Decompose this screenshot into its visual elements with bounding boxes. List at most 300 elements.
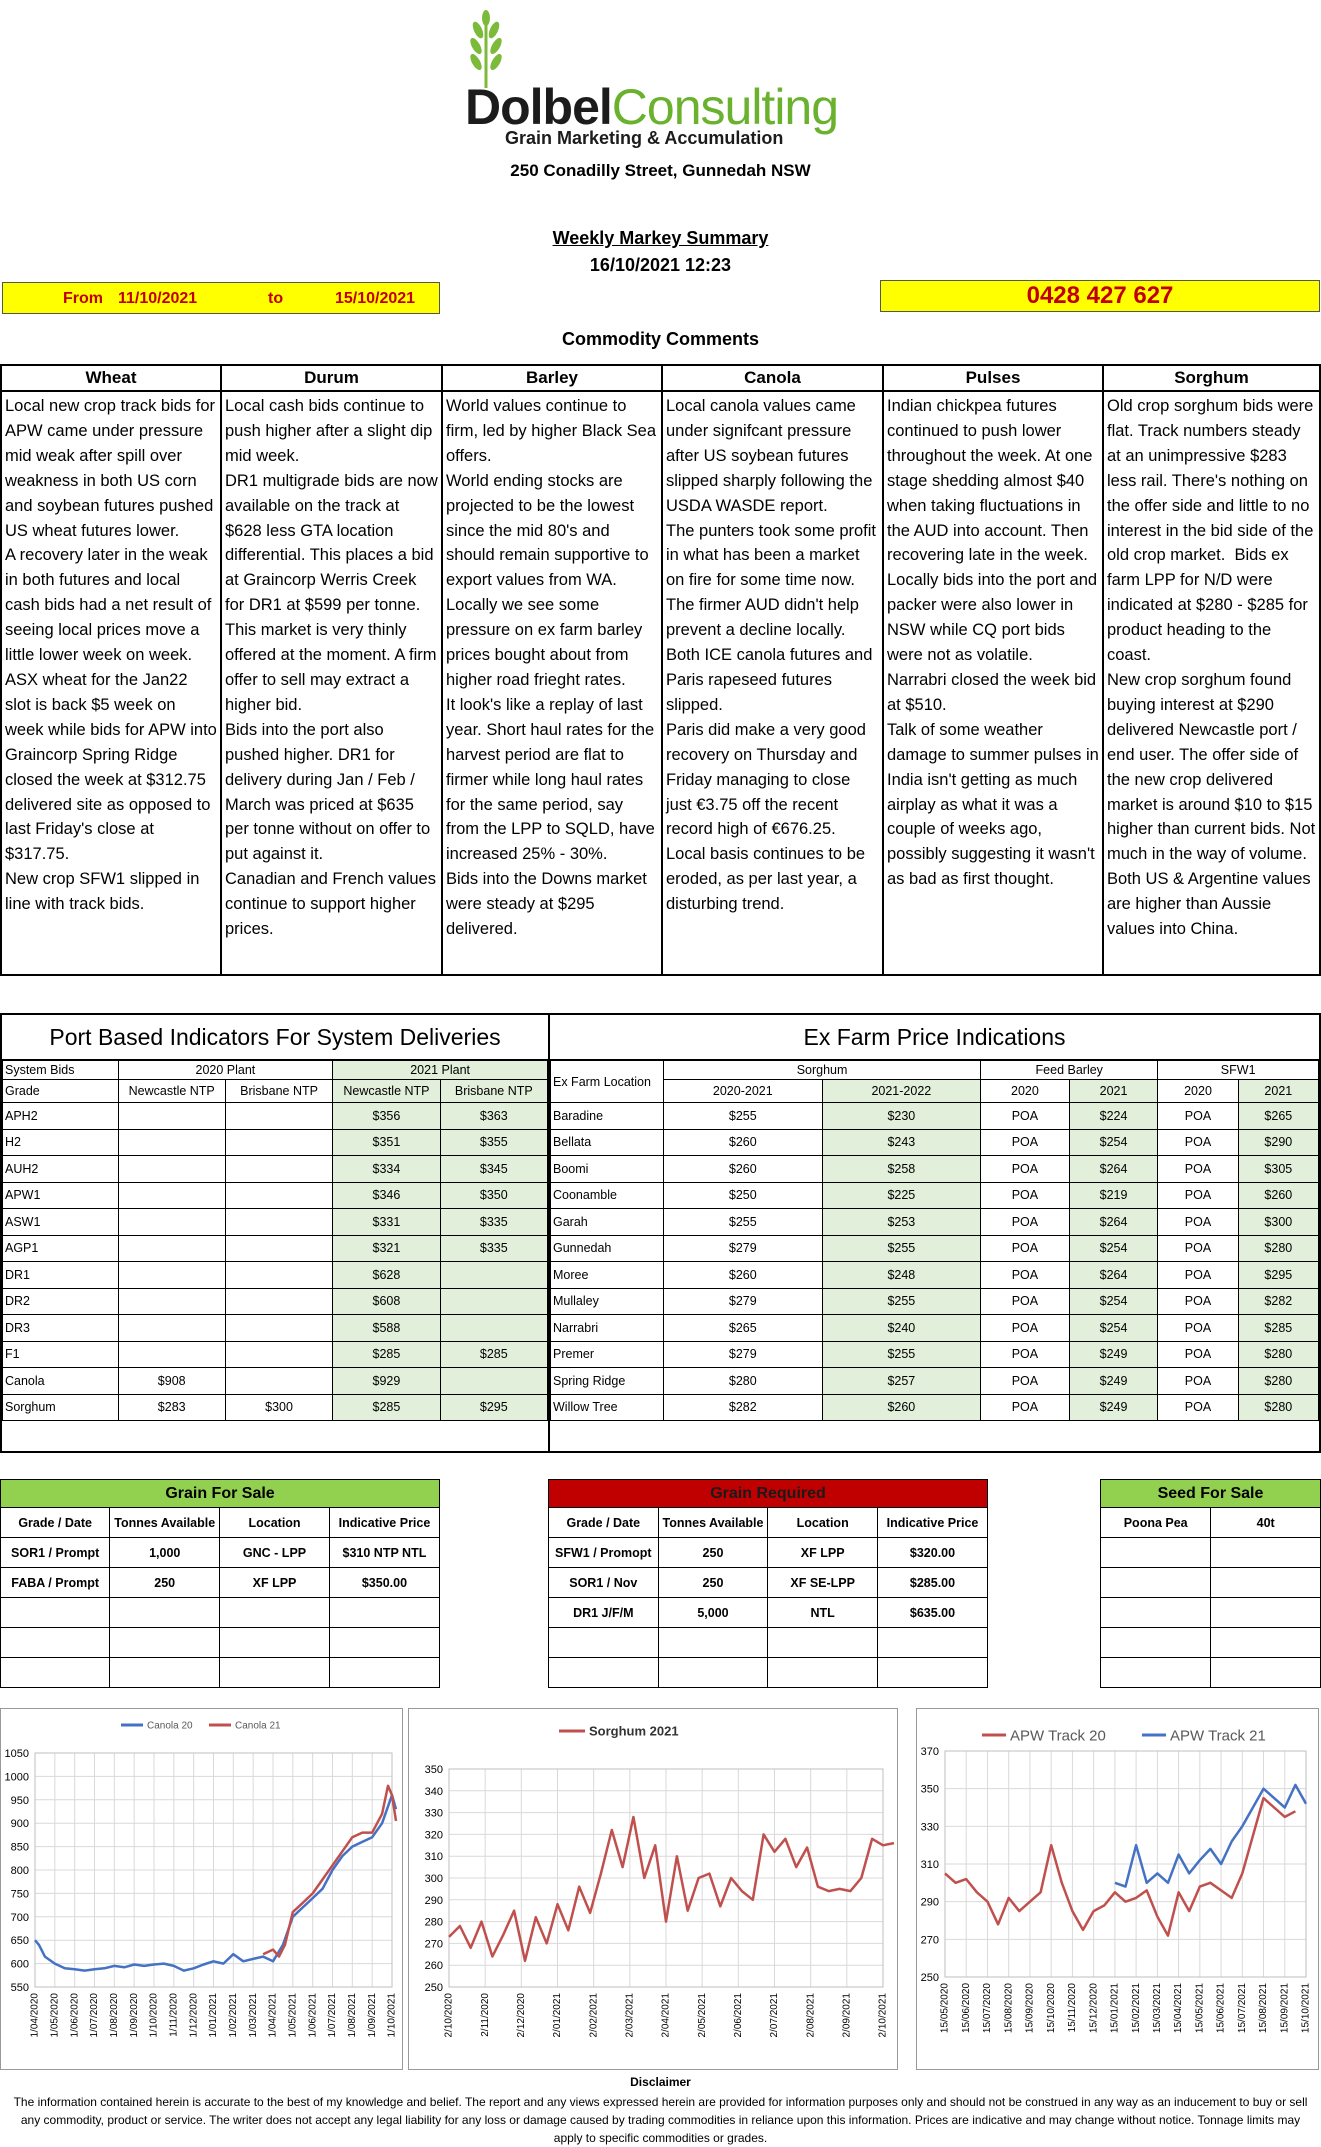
table-cell: $295 [1238, 1262, 1318, 1289]
table-cell: $285.00 [878, 1568, 988, 1598]
y-tick-label: 850 [10, 1841, 29, 1854]
x-tick-label: 2/04/2021 [660, 1993, 672, 2038]
table-cell [1211, 1628, 1321, 1658]
table-row [1101, 1598, 1321, 1628]
table-cell: $255 [822, 1235, 981, 1262]
table-cell: $257 [822, 1368, 981, 1395]
table-cell [1211, 1538, 1321, 1568]
table-cell [549, 1628, 659, 1658]
table-cell: $908 [118, 1368, 225, 1395]
table-cell: $255 [664, 1209, 823, 1236]
table-cell [225, 1341, 332, 1368]
exfarm-indicators-table [550, 1060, 1319, 1421]
table-cell [1, 1598, 110, 1628]
x-tick-label: 1/08/2020 [108, 1993, 120, 2038]
table-cell [225, 1209, 332, 1236]
disclaimer-text: The information contained herein is accurate to the best of my knowledge and belief. The report and any views expressed herein are provided for information purposes only and should not be construed in any way as an inducement to buy or sell any commodity, product or service. The writer does not accept any legal liability for any loss or damage caused by trading commodities in reliance upon this information. Prices are indicative and may change without notice. Tonnage limits may apply to specific commodities or grades. [13, 2095, 1308, 2145]
x-tick-label: 1/09/2020 [128, 1993, 140, 2038]
table-row [1101, 1658, 1321, 1688]
x-tick-label: 1/07/2021 [327, 1993, 339, 2038]
table-cell: POA [981, 1235, 1070, 1262]
grain-required-table [548, 1507, 988, 1688]
table-row [1101, 1628, 1321, 1658]
y-tick-label: 310 [424, 1851, 443, 1864]
table-row [551, 1262, 1319, 1289]
column-header: Tonnes Available [658, 1508, 768, 1538]
x-tick-label: 15/04/2021 [1173, 1983, 1185, 2034]
table-cell: POA [981, 1288, 1070, 1315]
table-cell: $265 [1238, 1103, 1318, 1130]
table-cell [118, 1341, 225, 1368]
seed-for-sale [1100, 1479, 1321, 1688]
table-cell: $295 [440, 1394, 547, 1421]
apw-chart [916, 1708, 1319, 2070]
group-header: Sorghum [664, 1061, 981, 1080]
x-tick-label: 15/02/2021 [1130, 1983, 1142, 2034]
x-tick-label: 15/03/2021 [1151, 1983, 1163, 2034]
table-cell: $334 [333, 1156, 440, 1183]
table-cell [225, 1129, 332, 1156]
table-cell: $363 [440, 1103, 547, 1130]
y-tick-label: 310 [920, 1859, 939, 1871]
table-header-row [551, 1080, 1319, 1103]
table-cell: $254 [1069, 1129, 1158, 1156]
table-cell: Narrabri [551, 1315, 664, 1342]
table-cell: $282 [1238, 1288, 1318, 1315]
exfarm-indicators-title: Ex Farm Price Indications [550, 1015, 1319, 1060]
x-tick-label: 1/01/2021 [208, 1993, 220, 2038]
table-cell: XF LPP [768, 1538, 878, 1568]
logo-tagline: Grain Marketing & Accumulation [505, 128, 784, 148]
table-header-row [3, 1061, 548, 1080]
table-cell: $280 [1238, 1235, 1318, 1262]
table-row [1, 1538, 440, 1568]
phone-number[interactable]: 0428 427 627 [880, 280, 1320, 312]
series-line-1 [1115, 1785, 1306, 1887]
table-row [551, 1288, 1319, 1315]
x-tick-label: 1/05/2020 [49, 1993, 61, 2038]
comment-column-text: World values continue to firm, led by higher Black Sea offers. World ending stocks are projected to be the lowest since the mid 80's and should remain supportive to export values from WA. Locally we see some pressure on ex farm barley prices bought about from higher road frieght rates. It look's like a replay of last year. Short haul rates for the harvest period are flat to firmer while long haul rates for the same period, say from the LPP to SQLD, have increased 25% - 30%. Bids into the Downs market were steady at $295 delivered. [446, 397, 657, 939]
y-tick-label: 600 [10, 1958, 29, 1971]
table-cell: $300 [1238, 1209, 1318, 1236]
table-cell: $240 [822, 1315, 981, 1342]
table-cell: POA [1158, 1368, 1238, 1395]
y-tick-label: 250 [920, 1972, 939, 1984]
table-row [1101, 1538, 1321, 1568]
table-header-row [551, 1061, 1319, 1080]
table-cell [1211, 1568, 1321, 1598]
x-tick-label: 2/07/2021 [769, 1993, 781, 2038]
table-cell: AUH2 [3, 1156, 119, 1183]
table-cell: POA [1158, 1341, 1238, 1368]
table-cell [225, 1182, 332, 1209]
table-cell: $225 [822, 1182, 981, 1209]
table-cell: DR1 J/F/M [549, 1598, 659, 1628]
column-header: Indicative Price [329, 1508, 439, 1538]
table-cell [225, 1288, 332, 1315]
table-cell: $219 [1069, 1182, 1158, 1209]
y-tick-label: 250 [424, 1982, 443, 1994]
table-cell: POA [1158, 1394, 1238, 1421]
table-cell: Baradine [551, 1103, 664, 1130]
table-cell: XF LPP [220, 1568, 330, 1598]
table-cell: DR1 [3, 1262, 119, 1289]
table-cell: DR3 [3, 1315, 119, 1342]
x-tick-label: 15/06/2020 [960, 1983, 972, 2034]
table-cell: $588 [333, 1315, 440, 1342]
table-row [551, 1235, 1319, 1262]
column-header: 2021 [1069, 1080, 1158, 1103]
column-header: 2020 [1158, 1080, 1238, 1103]
table-cell: $331 [333, 1209, 440, 1236]
x-tick-label: 1/10/2021 [386, 1993, 398, 2038]
table-cell: $224 [1069, 1103, 1158, 1130]
table-cell [440, 1262, 547, 1289]
x-tick-label: 2/09/2021 [841, 1993, 853, 2038]
grain-for-sale-title: Grain For Sale [0, 1479, 440, 1507]
table-row [549, 1598, 988, 1628]
table-cell: FABA / Prompt [1, 1568, 110, 1598]
x-tick-label: 1/08/2021 [346, 1993, 358, 2038]
date-range-box [2, 282, 440, 314]
table-cell [1101, 1538, 1211, 1568]
table-cell: Canola [3, 1368, 119, 1395]
table-cell [225, 1103, 332, 1130]
table-cell: $351 [333, 1129, 440, 1156]
table-cell [225, 1156, 332, 1183]
table-cell [118, 1209, 225, 1236]
table-cell: Boomi [551, 1156, 664, 1183]
table-row [551, 1209, 1319, 1236]
y-tick-label: 1050 [4, 1748, 29, 1760]
table-cell: 5,000 [658, 1598, 768, 1628]
y-tick-label: 330 [920, 1821, 939, 1834]
port-indicators [2, 1015, 550, 1451]
y-tick-label: 300 [424, 1873, 443, 1885]
table-cell: POA [1158, 1315, 1238, 1342]
table-cell: Coonamble [551, 1182, 664, 1209]
table-cell [225, 1315, 332, 1342]
comment-column [443, 366, 663, 974]
table-cell: NTL [768, 1598, 878, 1628]
wheat-icon [456, 10, 516, 90]
table-row [551, 1156, 1319, 1183]
y-tick-label: 750 [10, 1888, 29, 1901]
table-cell [878, 1658, 988, 1688]
table-cell: 250 [658, 1568, 768, 1598]
table-cell: XF SE-LPP [768, 1568, 878, 1598]
column-header: Tonnes Available [110, 1508, 220, 1538]
table-cell [225, 1368, 332, 1395]
table-header-row [3, 1080, 548, 1103]
y-tick-label: 320 [424, 1829, 443, 1842]
plant-2020-header: 2020 Plant [118, 1061, 333, 1080]
table-cell [110, 1628, 220, 1658]
table-row [3, 1209, 548, 1236]
table-cell [220, 1658, 330, 1688]
column-header: Newcastle NTP [333, 1080, 440, 1103]
x-tick-label: 15/06/2021 [1215, 1983, 1227, 2034]
comment-column-text: Indian chickpea futures continued to push lower throughout the week. At one stage shedding almost $40 when taking fluctuations in the AUD into account. Then recovering late in the week. Locally bids into the port and packer were also lower in NSW while CQ port bids were not as volatile. Narrabri closed the week bid at $510. Talk of some weather damage to summer pulses in India isn't getting as much airplay as what it was a couple of weeks ago, possibly suggesting it wasn't as bad as first thought. [887, 397, 1099, 889]
column-header: Indicative Price [878, 1508, 988, 1538]
table-cell: POA [1158, 1182, 1238, 1209]
table-cell: Moree [551, 1262, 664, 1289]
port-indicators-table [2, 1060, 548, 1421]
table-cell: $255 [822, 1341, 981, 1368]
y-tick-label: 370 [920, 1746, 939, 1758]
table-cell [118, 1288, 225, 1315]
table-cell: GNC - LPP [220, 1538, 330, 1568]
x-tick-label: 2/02/2021 [588, 1993, 600, 2038]
canola-chart [0, 1708, 403, 2070]
table-cell: POA [981, 1182, 1070, 1209]
x-tick-label: 1/05/2021 [287, 1993, 299, 2038]
table-cell [329, 1628, 439, 1658]
system-bids-label: System Bids [3, 1061, 119, 1080]
table-cell: 250 [658, 1538, 768, 1568]
table-cell [118, 1235, 225, 1262]
table-row [3, 1182, 548, 1209]
y-tick-label: 650 [10, 1935, 29, 1948]
table-cell [1, 1658, 110, 1688]
table-cell: POA [1158, 1262, 1238, 1289]
column-header: 2020-2021 [664, 1080, 823, 1103]
table-cell [658, 1628, 768, 1658]
table-row [551, 1103, 1319, 1130]
commodity-comments-table [0, 364, 1321, 976]
comment-column-text: Local cash bids continue to push higher after a slight dip mid week. DR1 multigrade bids are now available on the track at $628 less GTA location differential. This places a bid at Graincorp Werris Creek for DR1 at $599 per tonne. This market is very thinly offered at the moment. A firm offer to sell may extract a higher bid. Bids into the port also pushed higher. DR1 for delivery during Jan / Feb / March was priced at $635 per tonne without on offer to put against it. Canadian and French values continue to support higher prices. [225, 397, 438, 939]
table-cell: $929 [333, 1368, 440, 1395]
table-cell: $285 [1238, 1315, 1318, 1342]
series-line-0 [35, 1795, 396, 1971]
comment-column [222, 366, 443, 974]
comment-column-title: Canola [663, 366, 882, 392]
table-row [549, 1628, 988, 1658]
table-cell: $290 [1238, 1129, 1318, 1156]
grade-label: Grade [3, 1080, 119, 1103]
port-indicators-title: Port Based Indicators For System Deliveries [2, 1015, 548, 1060]
table-cell: POA [981, 1209, 1070, 1236]
table-cell [329, 1598, 439, 1628]
table-row [3, 1156, 548, 1183]
table-cell: POA [1158, 1209, 1238, 1236]
table-cell: Gunnedah [551, 1235, 664, 1262]
table-row [1, 1628, 440, 1658]
column-header: 2020 [981, 1080, 1070, 1103]
table-cell: DR2 [3, 1288, 119, 1315]
table-cell: Poona Pea [1101, 1508, 1211, 1538]
column-header: 2021-2022 [822, 1080, 981, 1103]
table-cell: $350.00 [329, 1568, 439, 1598]
table-cell: Willow Tree [551, 1394, 664, 1421]
table-cell: $248 [822, 1262, 981, 1289]
table-cell: $254 [1069, 1235, 1158, 1262]
table-row [3, 1129, 548, 1156]
table-cell: $250 [664, 1182, 823, 1209]
table-cell: $285 [440, 1341, 547, 1368]
table-cell: SOR1 / Prompt [1, 1538, 110, 1568]
plant-2021-header: 2021 Plant [333, 1061, 548, 1080]
x-tick-label: 2/01/2021 [552, 1993, 564, 2038]
x-tick-label: 2/03/2021 [624, 1993, 636, 2038]
table-header-row [549, 1508, 988, 1538]
table-cell: Spring Ridge [551, 1368, 664, 1395]
seed-for-sale-table [1100, 1507, 1321, 1688]
table-cell: H2 [3, 1129, 119, 1156]
table-cell: POA [981, 1394, 1070, 1421]
table-cell: Sorghum [3, 1394, 119, 1421]
table-cell: $260 [1238, 1182, 1318, 1209]
y-tick-label: 800 [10, 1865, 29, 1877]
x-tick-label: 15/08/2020 [1003, 1983, 1015, 2034]
table-row [551, 1182, 1319, 1209]
x-tick-label: 1/09/2021 [366, 1993, 378, 2038]
table-cell: $300 [225, 1394, 332, 1421]
table-cell: $260 [664, 1262, 823, 1289]
table-cell [878, 1628, 988, 1658]
table-cell: Mullaley [551, 1288, 664, 1315]
x-tick-label: 15/09/2021 [1279, 1983, 1291, 2034]
table-cell [1101, 1598, 1211, 1628]
table-cell: $283 [118, 1394, 225, 1421]
table-cell: AGP1 [3, 1235, 119, 1262]
from-date: 11/10/2021 [118, 290, 198, 307]
table-cell: POA [981, 1103, 1070, 1130]
x-tick-label: 2/08/2021 [805, 1993, 817, 2038]
table-row [551, 1129, 1319, 1156]
table-cell [225, 1262, 332, 1289]
table-cell [220, 1598, 330, 1628]
to-label: to [268, 290, 284, 307]
column-header: Newcastle NTP [118, 1080, 225, 1103]
table-row [1, 1658, 440, 1688]
table-cell: POA [1158, 1103, 1238, 1130]
table-cell: $335 [440, 1235, 547, 1262]
y-tick-label: 350 [920, 1783, 939, 1796]
table-cell: $249 [1069, 1394, 1158, 1421]
x-tick-label: 15/05/2021 [1194, 1983, 1206, 2034]
table-cell: Premer [551, 1341, 664, 1368]
table-cell: $285 [333, 1394, 440, 1421]
table-cell [118, 1262, 225, 1289]
x-tick-label: 1/06/2020 [69, 1993, 81, 2038]
comment-column [1104, 366, 1319, 974]
comment-column-text: Old crop sorghum bids were flat. Track numbers steady at an unimpressive $283 less rail. There's nothing on the offer side and little to no interest in the bid side of the old crop market. Bids ex farm LPP for N/D were indicated at $280 - $285 for product heading to the coast. New crop sorghum found buying interest at $290 delivered Newcastle port / end user. The offer side of the new crop delivered market is around $10 to $15 higher than current bids. Not much in the way of volume. Both US & Argentine values are higher than Aussie values into China. [1107, 397, 1316, 939]
table-cell: POA [1158, 1288, 1238, 1315]
table-cell: APH2 [3, 1103, 119, 1130]
x-tick-label: 2/05/2021 [696, 1993, 708, 2038]
column-header: 2021 [1238, 1080, 1318, 1103]
x-tick-label: 2/12/2020 [515, 1993, 527, 2038]
x-tick-label: 15/05/2020 [939, 1983, 951, 2034]
comment-column-title: Sorghum [1104, 366, 1319, 392]
group-header: SFW1 [1158, 1061, 1319, 1080]
series-line-0 [945, 1798, 1295, 1936]
table-cell [118, 1315, 225, 1342]
table-cell: POA [981, 1368, 1070, 1395]
table-cell: $350 [440, 1182, 547, 1209]
y-tick-label: 1000 [4, 1771, 29, 1784]
x-tick-label: 15/08/2021 [1258, 1983, 1270, 2034]
table-cell: $264 [1069, 1156, 1158, 1183]
grain-required-title: Grain Required [548, 1479, 988, 1507]
y-tick-label: 900 [10, 1818, 29, 1831]
table-cell: $285 [333, 1341, 440, 1368]
column-header: Brisbane NTP [440, 1080, 547, 1103]
table-cell [768, 1628, 878, 1658]
table-cell: $279 [664, 1235, 823, 1262]
table-cell [1, 1628, 110, 1658]
comment-column-title: Wheat [2, 366, 220, 392]
table-cell: SOR1 / Nov [549, 1568, 659, 1598]
table-cell: $255 [822, 1288, 981, 1315]
table-row [3, 1262, 548, 1289]
grain-for-sale-table [0, 1507, 440, 1688]
company-logo [455, 10, 875, 150]
table-cell [118, 1156, 225, 1183]
column-header: Location [768, 1508, 878, 1538]
table-cell: $255 [664, 1103, 823, 1130]
table-row [3, 1235, 548, 1262]
disclaimer-title: Disclaimer [630, 2075, 691, 2089]
x-tick-label: 15/09/2020 [1024, 1983, 1036, 2034]
table-cell [549, 1658, 659, 1688]
table-cell [110, 1658, 220, 1688]
y-tick-label: 330 [424, 1807, 443, 1820]
location-label: Ex Farm Location [551, 1061, 664, 1103]
table-cell: $628 [333, 1262, 440, 1289]
table-cell [118, 1129, 225, 1156]
table-cell: $260 [822, 1394, 981, 1421]
column-header: Location [220, 1508, 330, 1538]
legend-label: APW Track 21 [1170, 1727, 1266, 1745]
grain-for-sale [0, 1479, 440, 1688]
report-date: 16/10/2021 12:23 [589, 255, 732, 275]
table-cell: $253 [822, 1209, 981, 1236]
table-cell: F1 [3, 1341, 119, 1368]
table-row [1, 1598, 440, 1628]
y-tick-label: 270 [920, 1934, 939, 1947]
grain-required [548, 1479, 988, 1688]
table-cell [110, 1598, 220, 1628]
table-cell: $280 [1238, 1341, 1318, 1368]
table-cell: POA [981, 1262, 1070, 1289]
table-cell [118, 1182, 225, 1209]
report-title: Weekly Markey Summary [552, 228, 769, 248]
table-cell: POA [981, 1315, 1070, 1342]
table-cell [1211, 1658, 1321, 1688]
table-cell: $249 [1069, 1368, 1158, 1395]
table-row [3, 1394, 548, 1421]
table-cell: 1,000 [110, 1538, 220, 1568]
x-tick-label: 15/01/2021 [1109, 1983, 1121, 2034]
table-cell [1101, 1568, 1211, 1598]
comment-column-title: Pulses [884, 366, 1102, 392]
table-cell: $346 [333, 1182, 440, 1209]
x-tick-label: 15/12/2020 [1088, 1983, 1100, 2034]
table-row [1101, 1568, 1321, 1598]
sorghum-chart [408, 1708, 898, 2070]
table-cell [118, 1103, 225, 1130]
comment-column [884, 366, 1104, 974]
table-row [551, 1394, 1319, 1421]
table-cell [1101, 1658, 1211, 1688]
table-cell: POA [1158, 1129, 1238, 1156]
y-tick-label: 950 [10, 1794, 29, 1807]
table-cell [440, 1315, 547, 1342]
commodity-comments-title: Commodity Comments [561, 329, 759, 349]
table-cell: $280 [664, 1368, 823, 1395]
